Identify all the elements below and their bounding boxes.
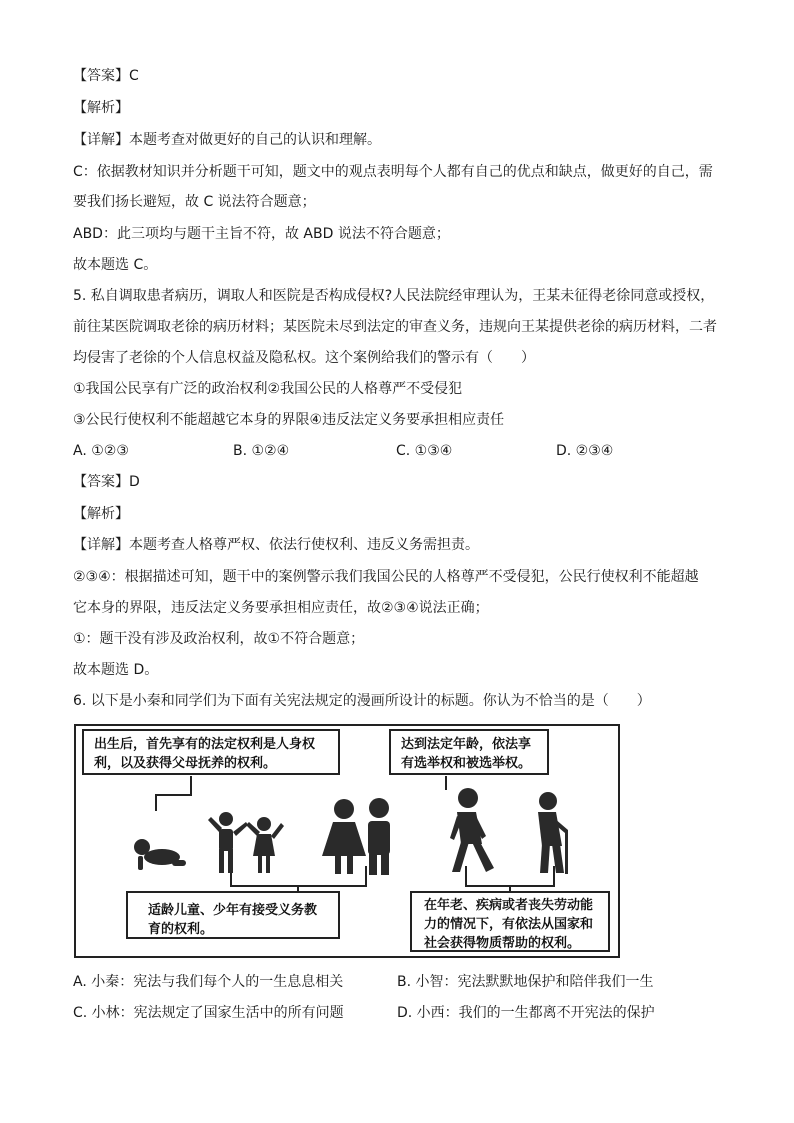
q5-conclusion: 故本题选 D。 — [73, 662, 159, 678]
q5-items-line1: ①我国公民享有广泛的政治权利②我国公民的人格尊严不受侵犯 — [73, 381, 463, 397]
comic-caption-election-rights: 达到法定年龄，依法享有选举权和被选举权。 — [389, 729, 549, 775]
comic-caption-education-rights: 适龄儿童、少年有接受义务教育的权利。 — [126, 891, 340, 939]
q4-answer: 【答案】C — [73, 68, 139, 84]
q6-option-c: C. 小林：宪法规定了国家生活中的所有问题 — [73, 1005, 344, 1021]
q6-stem: 6. 以下是小秦和同学们为下面有关宪法规定的漫画所设计的标题。你认为不恰当的是（ ） — [73, 693, 651, 709]
q5-stem-line1: 5. 私自调取患者病历，调取人和医院是否构成侵权?人民法院经审理认为，王某未征得老徐同意或授权， — [73, 288, 715, 304]
q4-conclusion: 故本题选 C。 — [73, 257, 158, 273]
q5-explanation-line3: ①：题干没有涉及政治权利，故①不符合题意； — [73, 631, 365, 647]
q5-option-a: A. ①②③ — [73, 443, 129, 459]
q6-option-d: D. 小西：我们的一生都离不开宪法的保护 — [397, 1005, 655, 1021]
crawling-baby-icon — [134, 839, 186, 870]
q5-analysis-label: 【解析】 — [73, 506, 129, 522]
comic-caption-birth-rights: 出生后，首先享有的法定权利是人身权利，以及获得父母抚养的权利。 — [82, 729, 340, 775]
q4-abd-explanation: ABD：此三项均与题干主旨不符，故 ABD 说法不符合题意； — [73, 226, 450, 242]
q4-detail: 【详解】本题考查对做更好的自己的认识和理解。 — [73, 132, 381, 148]
q5-explanation-line2: 它本身的界限，违反法定义务要承担相应责任，故②③④说法正确； — [73, 600, 489, 616]
q5-answer: 【答案】D — [73, 474, 140, 490]
walking-adult-icon — [450, 788, 494, 872]
q5-option-b: B. ①②④ — [233, 443, 290, 459]
children-icon — [208, 812, 284, 873]
q4-analysis-label: 【解析】 — [73, 100, 129, 116]
q4-c-explanation-line2: 要我们扬长避短，故 C 说法符合题意； — [73, 194, 316, 210]
q5-items-line2: ③公民行使权利不能超越它本身的界限④违反法定义务要承担相应责任 — [73, 412, 505, 428]
q5-stem-line3: 均侵害了老徐的个人信息权益及隐私权。这个案例给我们的警示有（ ） — [73, 350, 535, 366]
q4-c-explanation-line1: C：依据教材知识并分析题干可知，题文中的观点表明每个人都有自己的优点和缺点，做更好的自己，需 — [73, 164, 713, 180]
q5-explanation-line1: ②③④：根据描述可知，题干中的案例警示我们我国公民的人格尊严不受侵犯，公民行使权利不能超越 — [73, 569, 699, 585]
q5-option-d: D. ②③④ — [556, 443, 614, 459]
constitution-comic — [74, 724, 620, 958]
q5-detail: 【详解】本题考查人格尊严权、依法行使权利、违反义务需担责。 — [73, 537, 479, 553]
comic-caption-material-assistance: 在年老、疾病或者丧失劳动能力的情况下，有依法从国家和社会获得物质帮助的权利。 — [410, 891, 610, 952]
elderly-with-cane-icon — [538, 792, 568, 874]
q6-option-a: A. 小秦：宪法与我们每个人的一生息息相关 — [73, 974, 344, 990]
adult-couple-icon — [322, 798, 390, 875]
q6-option-b: B. 小智：宪法默默地保护和陪伴我们一生 — [397, 974, 654, 990]
q5-stem-line2: 前往某医院调取老徐的病历材料；某医院未尽到法定的审查义务，违规向王某提供老徐的病历材料，二者 — [73, 319, 717, 335]
q5-option-c: C. ①③④ — [396, 443, 453, 459]
